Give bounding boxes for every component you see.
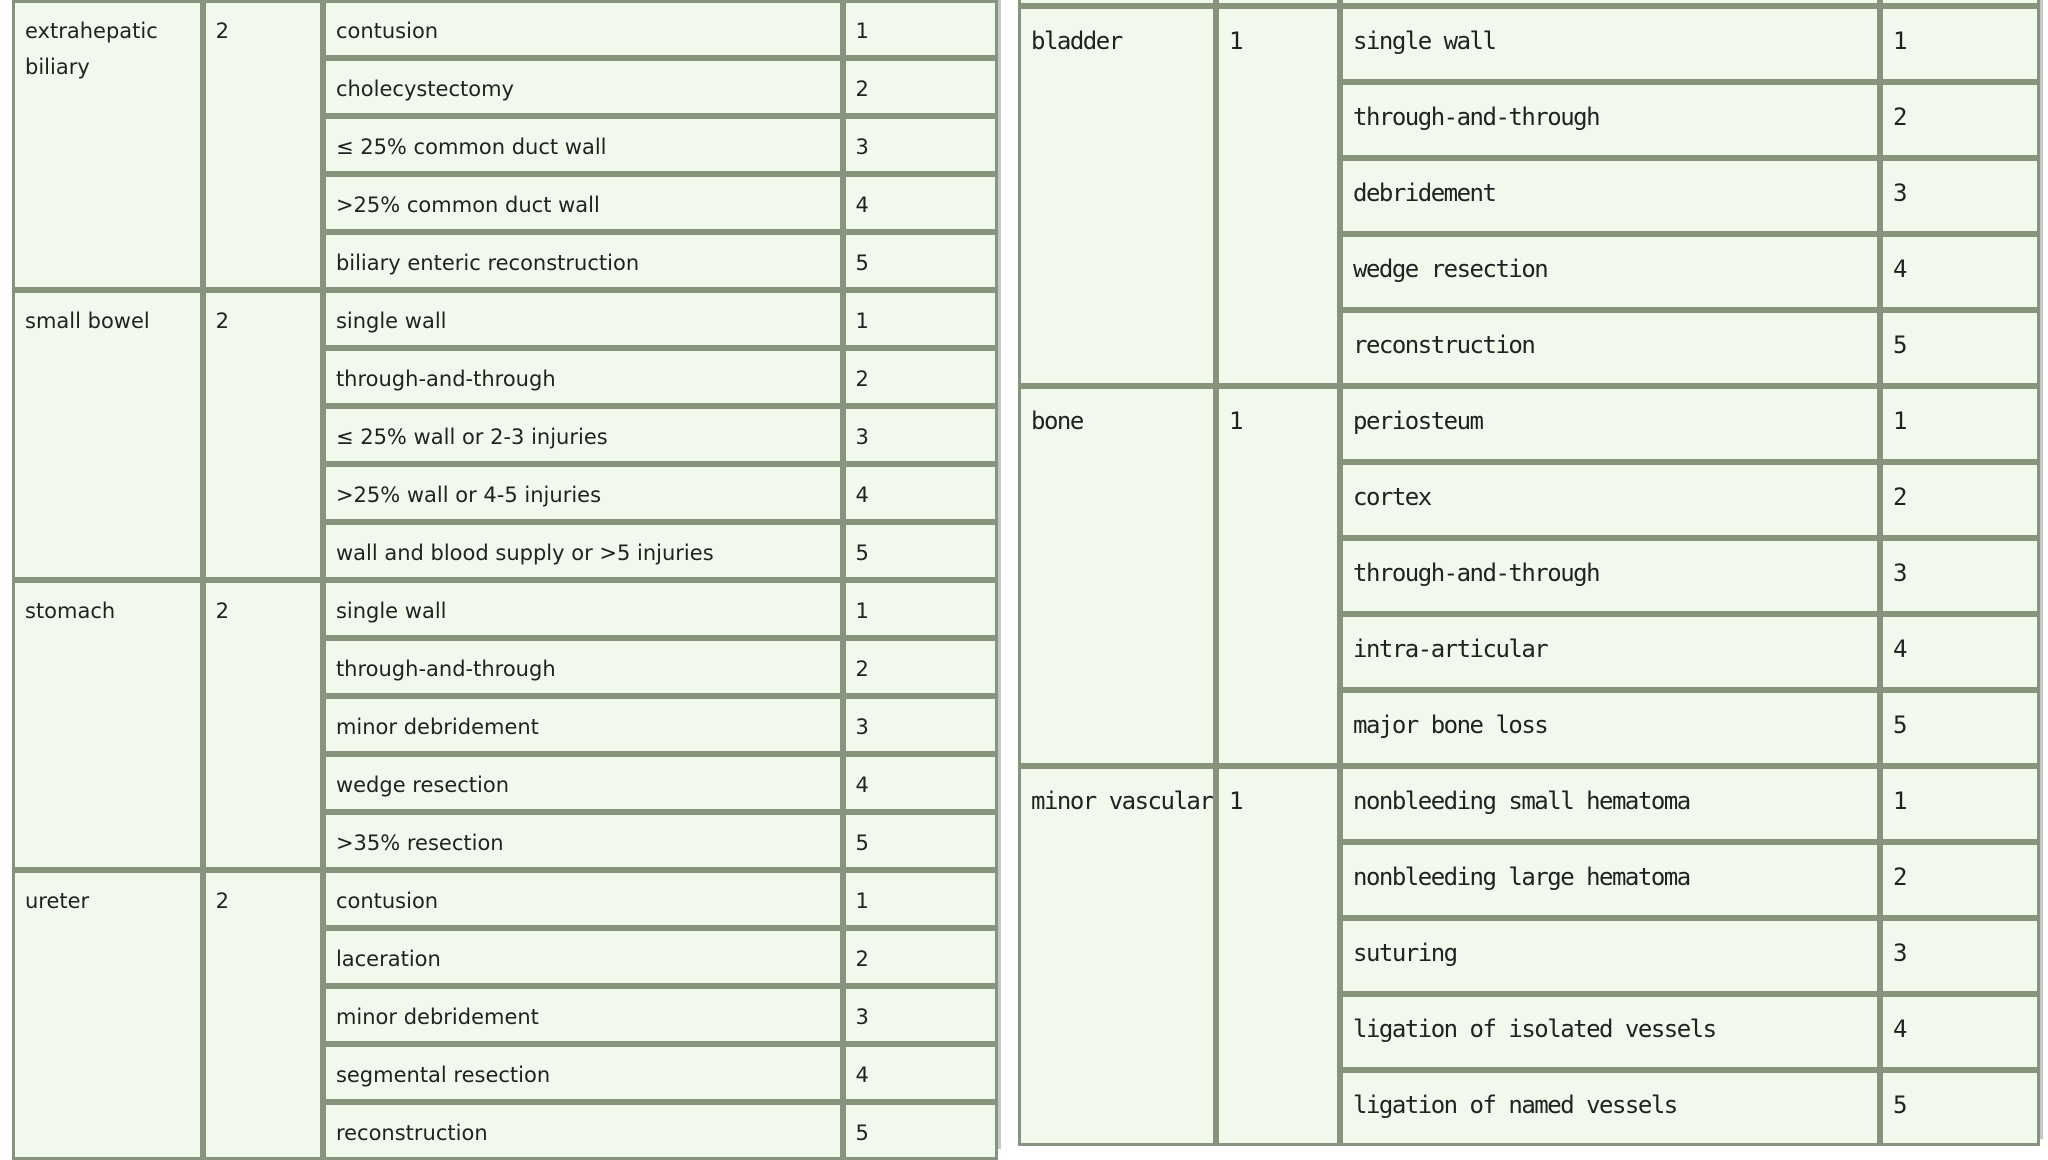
- injury-description-cell: [323, 116, 843, 174]
- organ-grade-cell: [203, 870, 323, 1160]
- injury-value-cell: [843, 232, 998, 290]
- table-row: [1018, 6, 2040, 82]
- injury-value-cell: [843, 464, 998, 522]
- injury-description: ligation of isolated vessels: [1353, 1015, 1716, 1043]
- injury-description: debridement: [1353, 179, 1496, 207]
- right-table-body: [1018, 0, 2040, 1146]
- injury-value: 4: [855, 483, 869, 507]
- injury-value: 3: [1893, 559, 1906, 587]
- injury-value: 2: [855, 367, 869, 391]
- injury-description-cell: [1340, 538, 1880, 614]
- injury-description: segmental resection: [335, 1063, 551, 1087]
- organ-name-cell: [12, 0, 203, 290]
- injury-value: 5: [855, 831, 869, 855]
- injury-description-cell: [323, 928, 843, 986]
- injury-description-cell: [1340, 1070, 1880, 1146]
- injury-value: 1: [855, 309, 869, 333]
- left-table-panel: [12, 0, 1001, 1149]
- injury-value-cell: [843, 1102, 998, 1160]
- injury-value: 1: [1893, 787, 1906, 815]
- injury-description: single wall: [335, 599, 447, 623]
- injury-value: 4: [1893, 255, 1906, 283]
- organ-grade: 1: [1229, 407, 1242, 435]
- organ-grade: 2: [215, 19, 229, 43]
- injury-value-cell: [1880, 766, 2040, 842]
- organ-grade: 2: [215, 889, 229, 913]
- right-table-panel: [1018, 0, 2043, 1139]
- injury-value: 3: [1893, 939, 1906, 967]
- injury-value-cell: [843, 58, 998, 116]
- organ-injury-table-left: [12, 0, 998, 1160]
- injury-description-cell: [323, 580, 843, 638]
- injury-description: through-and-through: [335, 367, 556, 391]
- organ-injury-table-right: [1018, 0, 2040, 1146]
- injury-value-cell: [1880, 918, 2040, 994]
- organ-grade-cell: [203, 0, 323, 290]
- injury-value: 3: [855, 1005, 869, 1029]
- injury-description: minor debridement: [335, 1005, 539, 1029]
- injury-description-cell: [1340, 6, 1880, 82]
- injury-description-cell: [323, 232, 843, 290]
- injury-description: contusion: [335, 19, 439, 43]
- left-table-body: [12, 0, 998, 1160]
- injury-description: intra-articular: [1353, 635, 1548, 663]
- injury-description-cell: [1340, 918, 1880, 994]
- injury-value: 4: [855, 1063, 869, 1087]
- injury-value: 1: [855, 19, 869, 43]
- injury-value: 5: [855, 541, 869, 565]
- injury-description-cell: [1340, 386, 1880, 462]
- injury-value: 3: [1893, 179, 1906, 207]
- organ-grade-cell: [203, 580, 323, 870]
- organ-name-cell: [12, 290, 203, 580]
- organ-name-cell: [1018, 766, 1216, 1146]
- injury-description: ≤ 25% wall or 2-3 injuries: [335, 425, 608, 449]
- injury-description: nonbleeding large hematoma: [1353, 863, 1690, 891]
- injury-value: 4: [1893, 1015, 1906, 1043]
- organ-name: small bowel: [25, 309, 150, 333]
- injury-value-cell: [1880, 690, 2040, 766]
- injury-value: 2: [1893, 103, 1906, 131]
- injury-value-cell: [843, 986, 998, 1044]
- injury-description-cell: [323, 58, 843, 116]
- injury-description-cell: [1340, 766, 1880, 842]
- injury-description: laceration: [335, 947, 441, 971]
- injury-value-cell: [843, 754, 998, 812]
- injury-description: cholecystectomy: [335, 77, 514, 101]
- injury-value-cell: [1880, 462, 2040, 538]
- injury-value: 3: [855, 715, 869, 739]
- injury-value-cell: [843, 174, 998, 232]
- injury-value-cell: [1880, 614, 2040, 690]
- injury-description: major bone loss: [1353, 711, 1548, 739]
- organ-grade: 1: [1229, 27, 1242, 55]
- injury-description: wedge resection: [1353, 255, 1548, 283]
- injury-value-cell: [1880, 6, 2040, 82]
- injury-value-cell: [843, 1044, 998, 1102]
- injury-value-cell: [1880, 234, 2040, 310]
- injury-description-cell: [323, 174, 843, 232]
- organ-grade-cell: [1216, 6, 1340, 386]
- table-row: [1018, 766, 2040, 842]
- injury-description-cell: [323, 638, 843, 696]
- injury-description: contusion: [335, 889, 439, 913]
- injury-description: single wall: [335, 309, 447, 333]
- injury-value-cell: [1880, 310, 2040, 386]
- organ-name: minor vascular: [1031, 787, 1213, 815]
- injury-description-cell: [323, 696, 843, 754]
- injury-value-cell: [843, 812, 998, 870]
- organ-grade: 2: [215, 309, 229, 333]
- injury-description-cell: [323, 754, 843, 812]
- injury-value-cell: [843, 638, 998, 696]
- injury-value-cell: [1880, 1070, 2040, 1146]
- injury-description: single wall: [1353, 27, 1496, 55]
- injury-value: 4: [855, 193, 869, 217]
- injury-value-cell: [843, 928, 998, 986]
- injury-description-cell: [323, 522, 843, 580]
- injury-value-cell: [843, 348, 998, 406]
- injury-description: cortex: [1353, 483, 1431, 511]
- injury-description: through-and-through: [1353, 559, 1600, 587]
- injury-value: 2: [1893, 863, 1906, 891]
- organ-grade: 1: [1229, 787, 1242, 815]
- injury-description-cell: [323, 986, 843, 1044]
- injury-description-cell: [1340, 82, 1880, 158]
- injury-value: 5: [855, 251, 869, 275]
- injury-value-cell: [843, 0, 998, 58]
- injury-description: >25% common duct wall: [335, 193, 600, 217]
- injury-description-cell: [323, 1044, 843, 1102]
- organ-grade-cell: [1216, 386, 1340, 766]
- table-row: [12, 0, 998, 58]
- injury-description: through-and-through: [335, 657, 556, 681]
- injury-description-cell: [1340, 158, 1880, 234]
- injury-value-cell: [843, 696, 998, 754]
- organ-grade-cell: [1216, 766, 1340, 1146]
- organ-name: ureter: [25, 889, 90, 913]
- injury-description-cell: [323, 464, 843, 522]
- injury-description: wall and blood supply or >5 injuries: [335, 541, 714, 565]
- injury-value: 5: [1893, 331, 1906, 359]
- injury-value: 1: [1893, 27, 1906, 55]
- table-row: [12, 870, 998, 928]
- injury-description: minor debridement: [335, 715, 539, 739]
- injury-value: 5: [855, 1121, 869, 1145]
- injury-description-cell: [1340, 234, 1880, 310]
- injury-value: 2: [855, 77, 869, 101]
- table-row: [1018, 386, 2040, 462]
- organ-grade-cell: [203, 290, 323, 580]
- injury-value: 1: [855, 599, 869, 623]
- injury-description: through-and-through: [1353, 103, 1600, 131]
- injury-value: 3: [855, 425, 869, 449]
- injury-value-cell: [1880, 82, 2040, 158]
- injury-value-cell: [843, 522, 998, 580]
- injury-value-cell: [843, 870, 998, 928]
- injury-description: reconstruction: [1353, 331, 1535, 359]
- injury-value: 5: [1893, 711, 1906, 739]
- injury-value: 3: [855, 135, 869, 159]
- injury-description-cell: [1340, 690, 1880, 766]
- injury-value-cell: [843, 580, 998, 638]
- injury-description: >25% wall or 4-5 injuries: [335, 483, 602, 507]
- table-row: [12, 580, 998, 638]
- organ-name: bladder: [1031, 27, 1122, 55]
- injury-description: ligation of named vessels: [1353, 1091, 1677, 1119]
- injury-value: 5: [1893, 1091, 1906, 1119]
- injury-value-cell: [1880, 158, 2040, 234]
- injury-description: biliary enteric reconstruction: [335, 251, 640, 275]
- injury-value: 1: [1893, 407, 1906, 435]
- injury-value-cell: [843, 406, 998, 464]
- injury-value: 4: [855, 773, 869, 797]
- injury-description-cell: [1340, 842, 1880, 918]
- organ-name: extrahepatic biliary: [25, 19, 158, 79]
- injury-description-cell: [323, 406, 843, 464]
- organ-name-cell: [12, 870, 203, 1160]
- injury-value-cell: [843, 290, 998, 348]
- organ-name-cell: [1018, 386, 1216, 766]
- injury-value-cell: [1880, 538, 2040, 614]
- organ-name: bone: [1031, 407, 1083, 435]
- injury-description-cell: [1340, 994, 1880, 1070]
- injury-description-cell: [323, 0, 843, 58]
- injury-description-cell: [323, 870, 843, 928]
- organ-name-cell: [12, 580, 203, 870]
- injury-value-cell: [1880, 842, 2040, 918]
- injury-description-cell: [323, 812, 843, 870]
- injury-description-cell: [323, 348, 843, 406]
- injury-description-cell: [323, 290, 843, 348]
- injury-description-cell: [323, 1102, 843, 1160]
- injury-description-cell: [1340, 310, 1880, 386]
- injury-value: 4: [1893, 635, 1906, 663]
- injury-description: wedge resection: [335, 773, 510, 797]
- injury-description-cell: [1340, 462, 1880, 538]
- injury-value: 2: [855, 657, 869, 681]
- injury-description-cell: [1340, 614, 1880, 690]
- injury-description: suturing: [1353, 939, 1457, 967]
- organ-name: stomach: [25, 599, 116, 623]
- injury-value: 2: [1893, 483, 1906, 511]
- injury-description: reconstruction: [335, 1121, 488, 1145]
- injury-value: 1: [855, 889, 869, 913]
- table-row: [12, 290, 998, 348]
- organ-grade: 2: [215, 599, 229, 623]
- organ-name-cell: [1018, 6, 1216, 386]
- injury-description: periosteum: [1353, 407, 1483, 435]
- injury-value-cell: [843, 116, 998, 174]
- injury-value: 2: [855, 947, 869, 971]
- injury-value-cell: [1880, 994, 2040, 1070]
- injury-description: >35% resection: [335, 831, 504, 855]
- injury-description: ≤ 25% common duct wall: [335, 135, 607, 159]
- injury-description: nonbleeding small hematoma: [1353, 787, 1690, 815]
- injury-value-cell: [1880, 386, 2040, 462]
